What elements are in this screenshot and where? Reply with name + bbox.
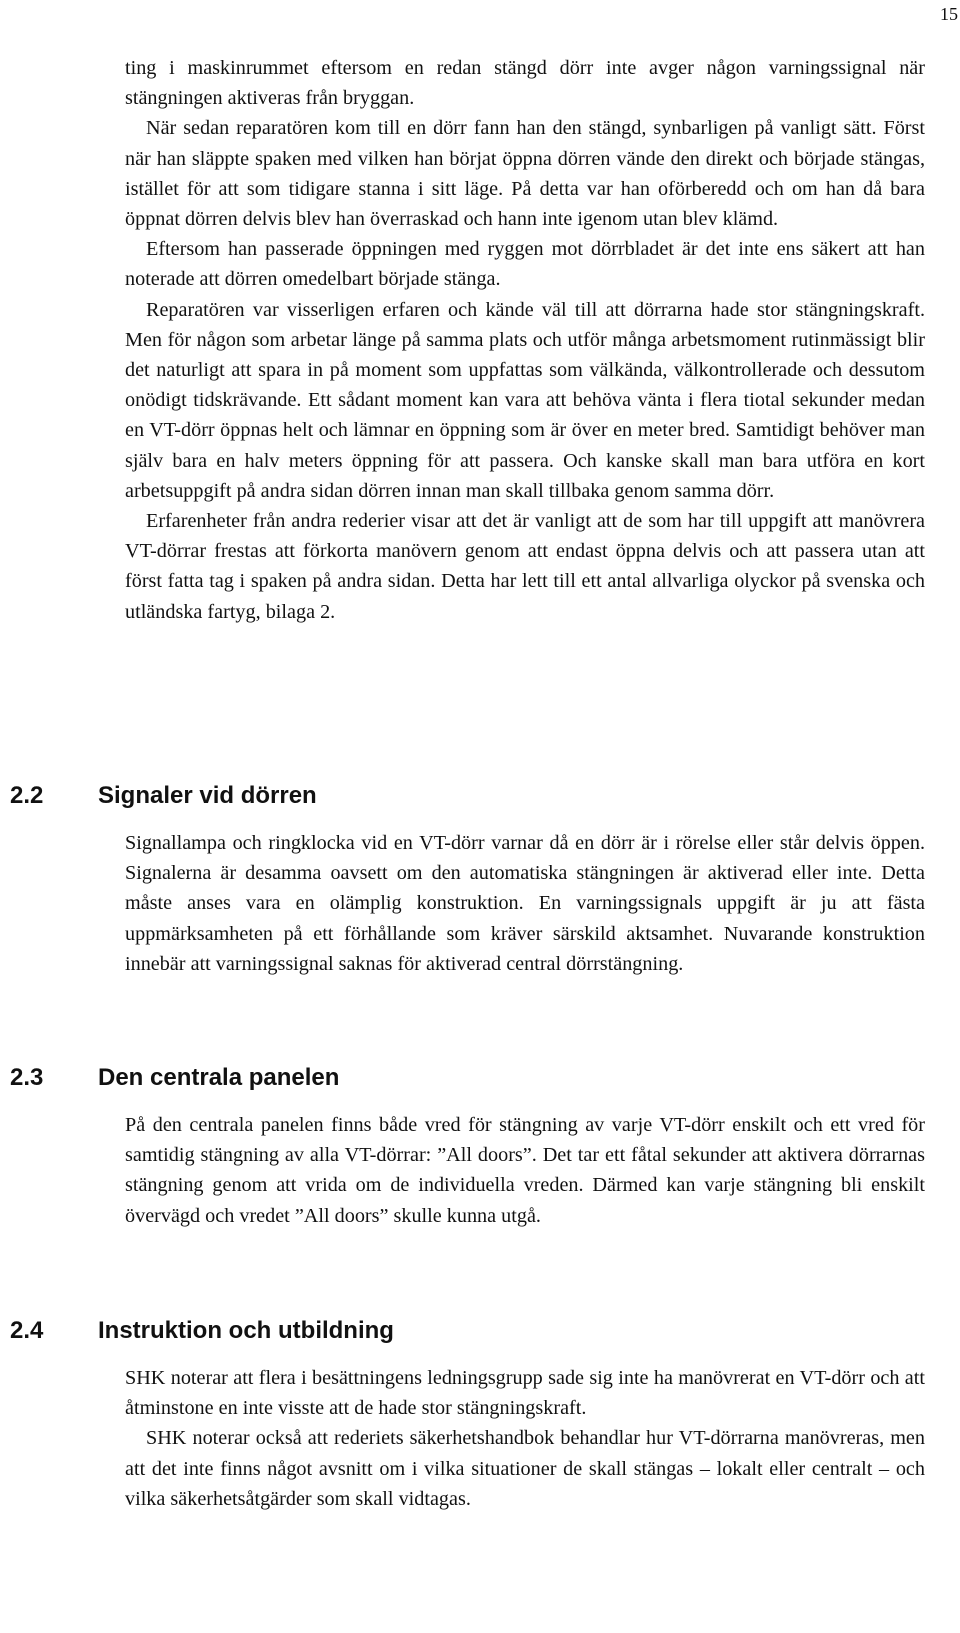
paragraph: Signallampa och ringklocka vid en VT-dörr varnar då en dörr är i rörelse eller står delvis öppen. Signalerna är desamma oavsett om den automatiska stängningen är aktiverad eller inte. Detta måste anses vara en olämplig konstruktion. En varningssignals uppgift är ju att fästa uppmärksamheten på ett förhållande som kräver särskild aktsamhet. Nuvarande konstruktion innebär att varningssignal saknas för aktiverad central dörrstängning. xyxy=(125,832,925,975)
page-number: 15 xyxy=(940,4,958,24)
paragraph: SHK noterar också att rederiets säkerhetshandbok behandlar hur VT-dörrarna manövreras, men att det inte finns något avsnitt om i vilka situationer de skall stängas – lokalt eller centralt – och vilka säkerhetsåtgärder som skall vidtagas. xyxy=(125,1427,925,1510)
section-body-2-4 xyxy=(125,1363,925,1514)
section-body-2-3 xyxy=(125,1110,925,1231)
section-heading-2-3 xyxy=(10,1063,339,1093)
paragraph: Eftersom han passerade öppningen med ryggen mot dörrbladet är det inte ens säkert att han noterade att dörren omedelbart började stänga. xyxy=(125,238,925,291)
paragraph: SHK noterar att flera i besättningens ledningsgrupp sade sig inte ha manövrerat en VT-dörr och att åtminstone en inte visste att de hade stor stängningskraft. xyxy=(125,1367,925,1420)
section-title: Instruktion och utbildning xyxy=(98,1317,394,1344)
paragraph: På den centrala panelen finns både vred för stängning av varje VT-dörr enskilt och ett vred för samtidig stängning av alla VT-dörrar: ”All doors”. Det tar ett fåtal sekunder att aktivera dörrarnas stängning genom att vrida om de individuella vreden. Därmed kan varje stängning bli enskilt övervägd och vredet ”All doors” skulle kunna utgå. xyxy=(125,1114,925,1227)
section-body-2-2 xyxy=(125,828,925,979)
section-title: Den centrala panelen xyxy=(98,1064,340,1091)
section-heading-2-4 xyxy=(10,1316,394,1346)
paragraph: Reparatören var visserligen erfaren och kände väl till att dörrarna hade stor stängningskraft. Men för någon som arbetar länge på samma plats och utför många arbetsmoment rutinmässigt blir det naturligt att spara in på moment som uppfattas som välkända, välkontrollerade och dessutom onödigt tidskrävande. Ett sådant moment kan vara att behöva vänta i flera tiotal sekunder medan en VT-dörr öppnas helt och lämnar en öppning som är över en meter bred. Samtidigt behöver man själv bara en halv meters öppning för att passera. Och kanske skall man bara utföra en kort arbetsuppgift på andra sidan dörren innan man skall tillbaka genom samma dörr. xyxy=(125,298,925,502)
section-title: Signaler vid dörren xyxy=(98,782,317,809)
paragraph: Erfarenheter från andra rederier visar att det är vanligt att de som har till uppgift att manövrera VT-dörrar frestas att förkorta manövern genom att endast öppna delvis och att passera utan att först fatta tag i spaken på andra sidan. Detta har lett till ett antal allvarliga olyckor på svenska och utländska fartyg, bilaga 2. xyxy=(125,510,925,623)
paragraph: När sedan reparatören kom till en dörr fann han den stängd, synbarligen på vanligt sätt. Först när han släppte spaken med vilken han börjat öppna dörren vände den direkt och började stängas, istället för att som tidigare stanna i sitt läge. På detta var han oförberedd och om han då bara öppnat dörren delvis blev han överraskad och hann inte igenom utan blev klämd. xyxy=(125,117,925,231)
section-number: 2.4 xyxy=(10,1317,44,1344)
section-heading-2-2 xyxy=(10,781,317,811)
section-number: 2.2 xyxy=(10,782,44,809)
intro-text xyxy=(125,53,925,627)
paragraph: ting i maskinrummet eftersom en redan stängd dörr inte avger någon varningssignal när stängningen aktiveras från bryggan. xyxy=(125,57,925,110)
section-number: 2.3 xyxy=(10,1064,44,1091)
